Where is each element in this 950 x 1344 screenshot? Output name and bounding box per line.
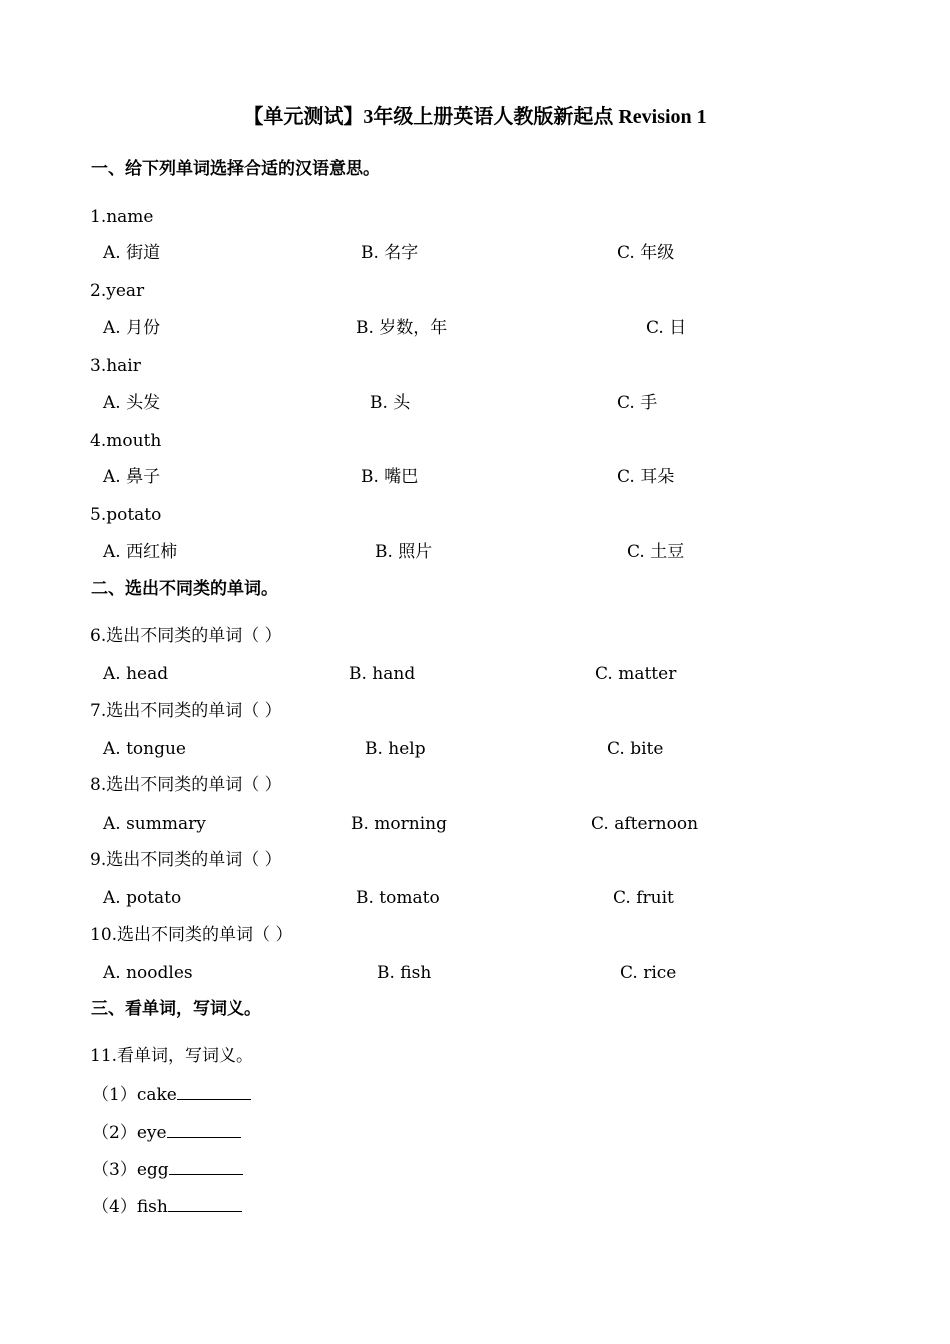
- question-7-option-b[interactable]: B. help: [365, 739, 426, 759]
- fill-item-word: fish: [136, 1197, 168, 1217]
- section-3-heading: 三、看单词，写词义。: [91, 999, 261, 1019]
- question-5-option-b[interactable]: B. 照片: [375, 542, 433, 562]
- question-7-option-a[interactable]: A. tongue: [103, 739, 186, 759]
- question-4-prompt: 4.mouth: [90, 431, 162, 451]
- question-6-option-b[interactable]: B. hand: [349, 664, 416, 684]
- question-2-prompt: 2.year: [90, 281, 145, 301]
- fill-item-number: （4）: [92, 1197, 137, 1217]
- question-3-option-c[interactable]: C. 手: [617, 393, 658, 413]
- question-1-prompt: 1.name: [90, 207, 154, 227]
- question-5-option-c[interactable]: C. 土豆: [627, 542, 685, 562]
- fill-item-word: egg: [136, 1160, 169, 1180]
- section-1-heading: 一、给下列单词选择合适的汉语意思。: [91, 159, 380, 179]
- question-8-option-c[interactable]: C. afternoon: [591, 814, 699, 834]
- section-2-heading: 二、选出不同类的单词。: [91, 579, 278, 599]
- question-7-prompt: 7.选出不同类的单词（ ）: [90, 701, 282, 721]
- question-1-option-a[interactable]: A. 街道: [103, 243, 161, 263]
- fill-item-word: cake: [136, 1085, 177, 1105]
- fill-item-4: [92, 1194, 242, 1219]
- question-9-option-a[interactable]: A. potato: [103, 888, 182, 908]
- question-10-option-b[interactable]: B. fish: [377, 963, 432, 983]
- question-1-option-b[interactable]: B. 名字: [361, 243, 419, 263]
- question-6-option-c[interactable]: C. matter: [595, 664, 677, 684]
- question-5-option-a[interactable]: A. 西红柿: [103, 542, 178, 562]
- question-10-prompt: 10.选出不同类的单词（ ）: [90, 925, 293, 945]
- answer-blank[interactable]: [177, 1082, 251, 1100]
- question-9-option-b[interactable]: B. tomato: [356, 888, 440, 908]
- fill-item-number: （3）: [92, 1160, 137, 1180]
- question-4-option-c[interactable]: C. 耳朵: [617, 467, 675, 487]
- question-11-prompt: 11.看单词，写词义。: [90, 1046, 254, 1066]
- question-8-prompt: 8.选出不同类的单词（ ）: [90, 775, 282, 795]
- question-3-prompt: 3.hair: [90, 356, 141, 376]
- question-1-option-c[interactable]: C. 年级: [617, 243, 675, 263]
- question-5-prompt: 5.potato: [90, 505, 162, 525]
- question-2-option-b[interactable]: B. 岁数，年: [356, 318, 448, 338]
- fill-item-word: eye: [136, 1123, 167, 1143]
- question-8-option-b[interactable]: B. morning: [351, 814, 447, 834]
- fill-item-3: [92, 1157, 243, 1182]
- question-4-option-a[interactable]: A. 鼻子: [103, 467, 161, 487]
- answer-blank[interactable]: [169, 1157, 243, 1175]
- question-9-prompt: 9.选出不同类的单词（ ）: [90, 850, 282, 870]
- question-10-option-c[interactable]: C. rice: [620, 963, 677, 983]
- answer-blank[interactable]: [167, 1120, 241, 1138]
- answer-blank[interactable]: [168, 1194, 242, 1212]
- fill-item-2: [92, 1120, 241, 1145]
- fill-item-number: （1）: [92, 1085, 137, 1105]
- question-7-option-c[interactable]: C. bite: [607, 739, 664, 759]
- question-2-option-a[interactable]: A. 月份: [103, 318, 161, 338]
- question-2-option-c[interactable]: C. 日: [646, 318, 687, 338]
- question-4-option-b[interactable]: B. 嘴巴: [361, 467, 419, 487]
- question-3-option-b[interactable]: B. 头: [370, 393, 411, 413]
- fill-item-number: （2）: [92, 1123, 137, 1143]
- question-8-option-a[interactable]: A. summary: [103, 814, 206, 834]
- fill-item-1: [92, 1082, 251, 1107]
- question-9-option-c[interactable]: C. fruit: [613, 888, 674, 908]
- question-10-option-a[interactable]: A. noodles: [103, 963, 193, 983]
- question-3-option-a[interactable]: A. 头发: [103, 393, 161, 413]
- question-6-prompt: 6.选出不同类的单词（ ）: [90, 626, 282, 646]
- page-title: 【单元测试】3年级上册英语人教版新起点 Revision 1: [243, 106, 707, 128]
- question-6-option-a[interactable]: A. head: [103, 664, 169, 684]
